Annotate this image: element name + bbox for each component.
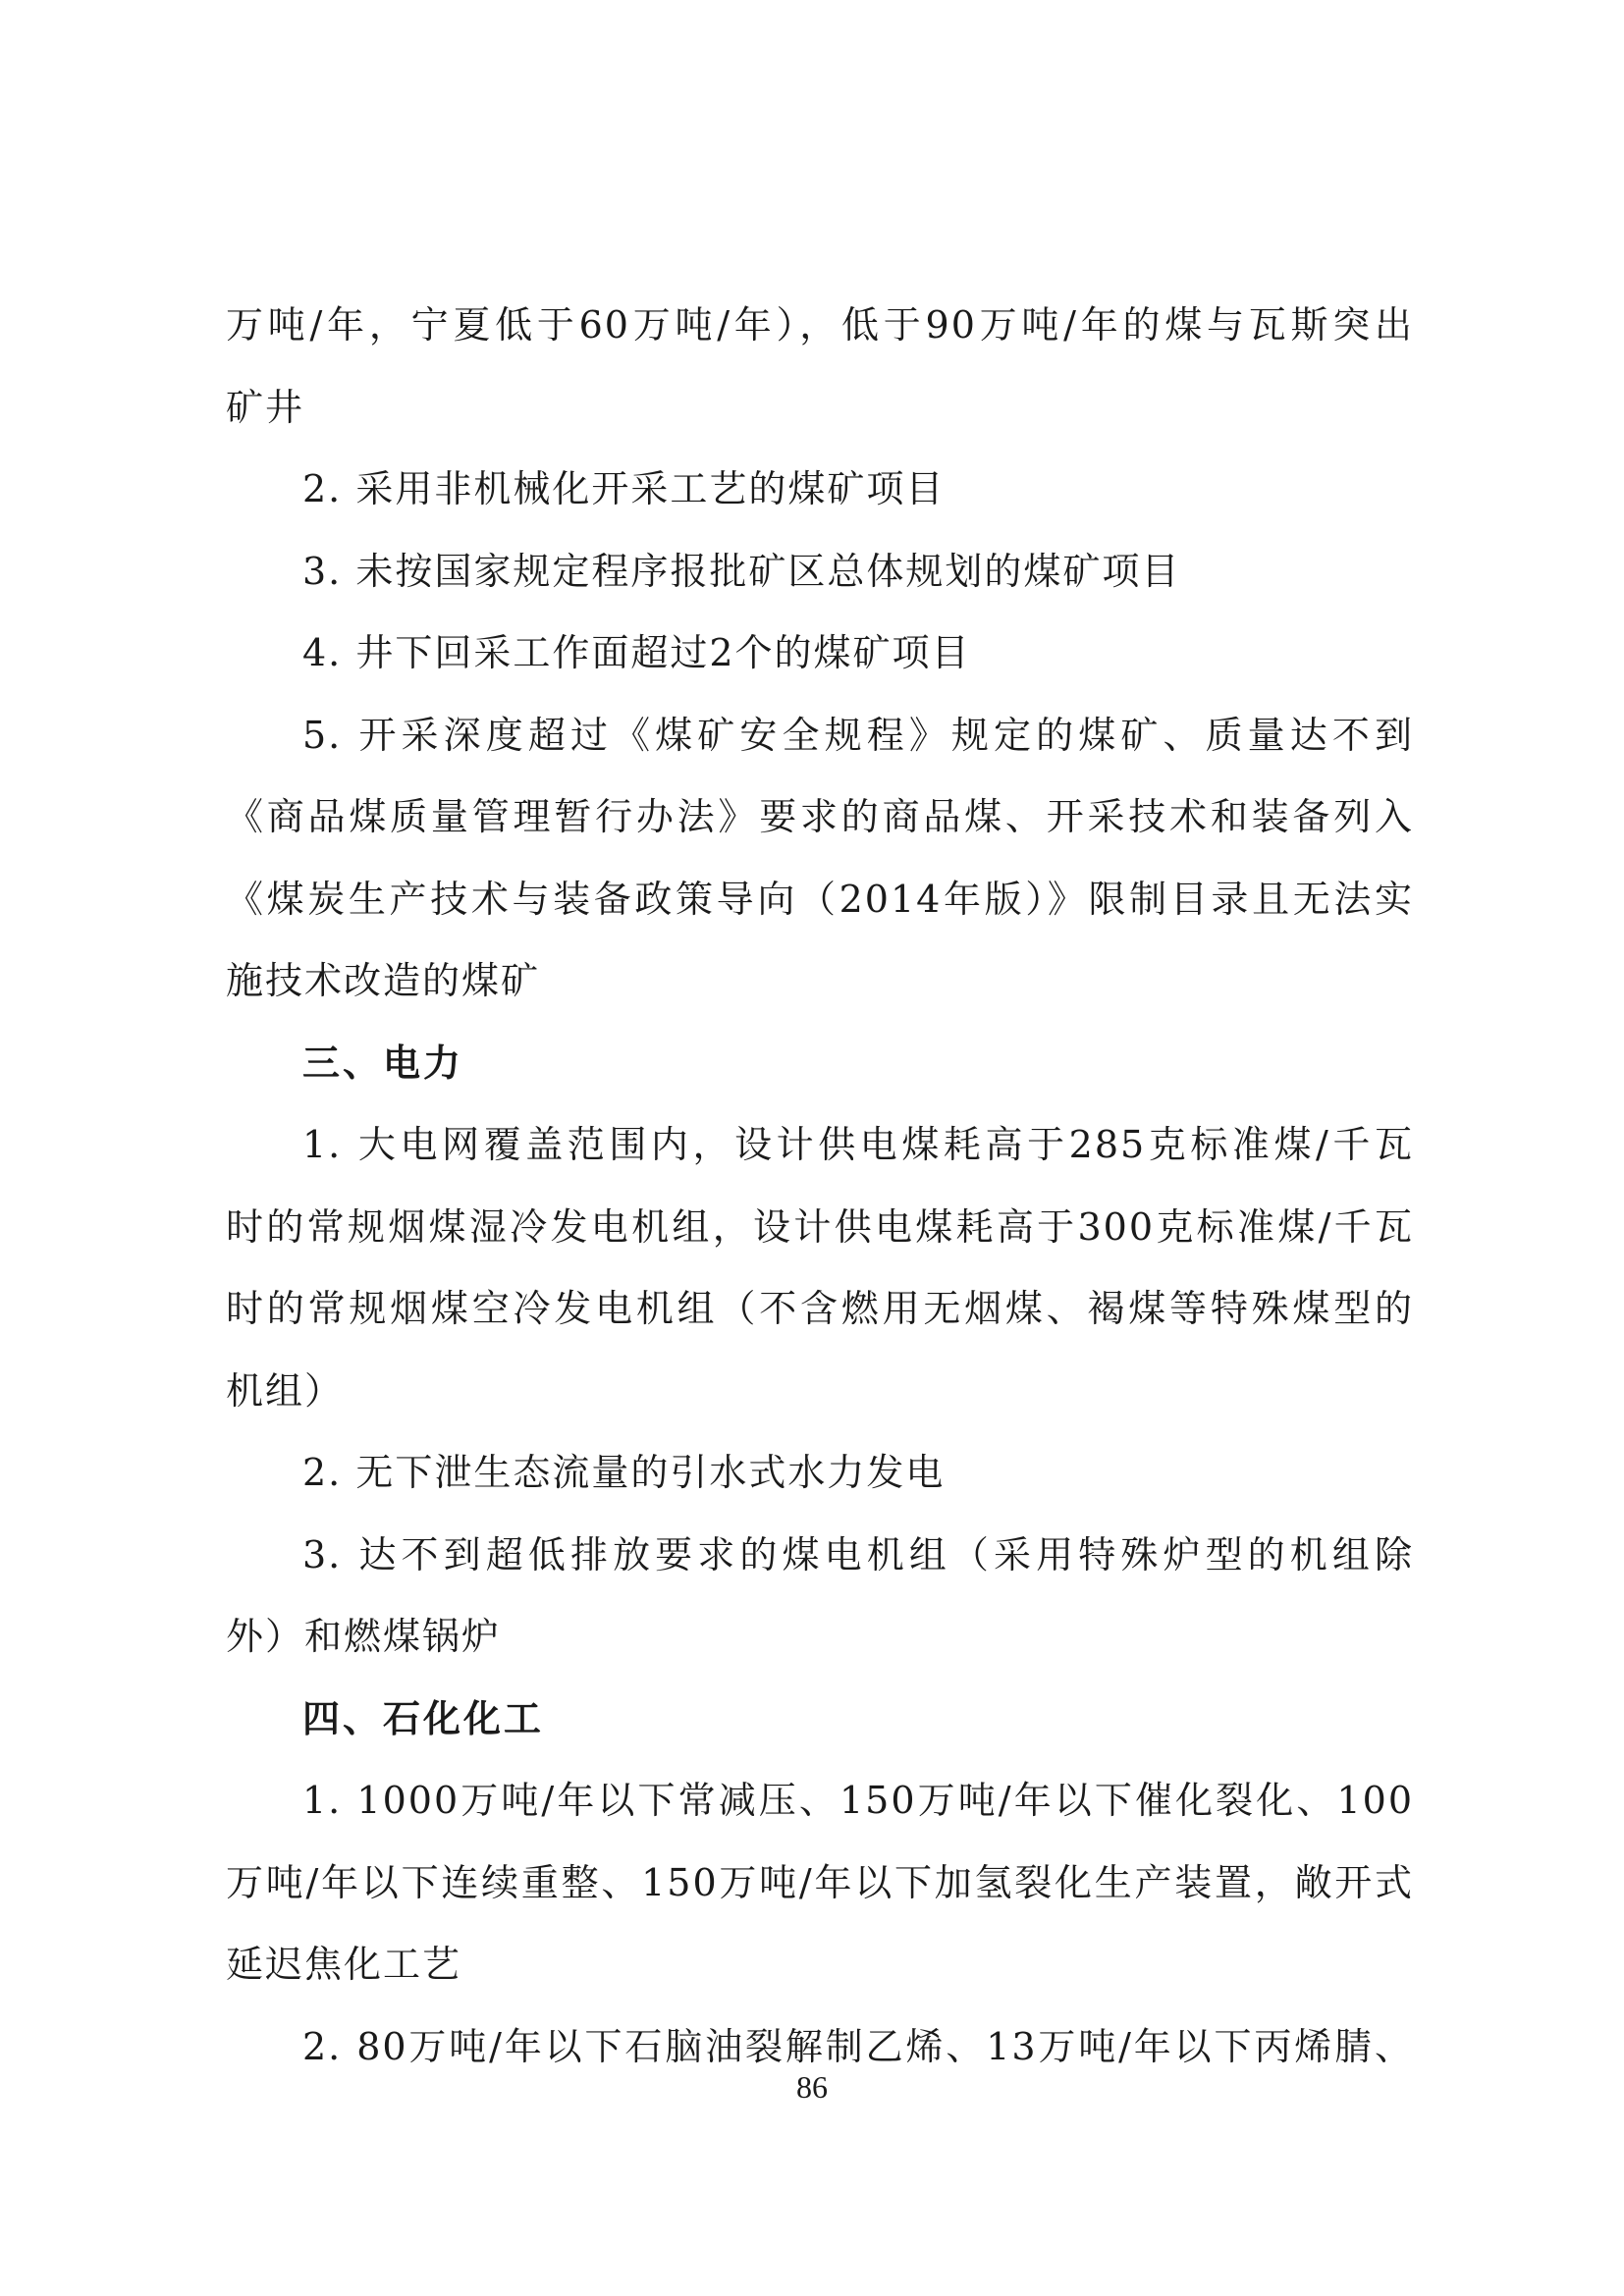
text-line: 时的常规烟煤空冷发电机组（不含燃用无烟煤、褐煤等特殊煤型的 xyxy=(226,1287,1414,1330)
text-line: 2. 采用非机械化开采工艺的煤矿项目 xyxy=(302,467,946,510)
text-line: 矿井 xyxy=(226,385,305,429)
text-line: 3. 达不到超低排放要求的煤电机组（采用特殊炉型的机组除 xyxy=(302,1532,1414,1576)
text-line: 《煤炭生产技术与装备政策导向（2014年版）》限制目录且无法实 xyxy=(226,877,1414,921)
text-line: 外）和燃煤锅炉 xyxy=(226,1615,502,1658)
page-number: 86 xyxy=(796,2069,828,2105)
text-line: 延迟焦化工艺 xyxy=(226,1943,462,1986)
text-line: 1. 1000万吨/年以下常减压、150万吨/年以下催化裂化、100 xyxy=(302,1779,1414,1822)
section-heading: 四、石化化工 xyxy=(302,1696,545,1740)
text-line: 2. 无下泄生态流量的引水式水力发电 xyxy=(302,1451,946,1494)
text-line: 施技术改造的煤矿 xyxy=(226,959,541,1002)
text-line: 1. 大电网覆盖范围内，设计供电煤耗高于285克标准煤/千瓦 xyxy=(302,1123,1414,1166)
text-line: 2. 80万吨/年以下石脑油裂解制乙烯、13万吨/年以下丙烯腈、 xyxy=(302,2024,1414,2068)
text-line: 3. 未按国家规定程序报批矿区总体规划的煤矿项目 xyxy=(302,549,1181,593)
text-line: 4. 井下回采工作面超过2个的煤矿项目 xyxy=(302,631,971,674)
text-line: 万吨/年，宁夏低于60万吨/年），低于90万吨/年的煤与瓦斯突出 xyxy=(226,303,1414,347)
text-line: 时的常规烟煤湿冷发电机组，设计供电煤耗高于300克标准煤/千瓦 xyxy=(226,1204,1414,1249)
text-line: 5. 开采深度超过《煤矿安全规程》规定的煤矿、质量达不到 xyxy=(302,713,1414,757)
page-body xyxy=(226,285,1414,2088)
text-line: 《商品煤质量管理暂行办法》要求的商品煤、开采技术和装备列入 xyxy=(226,795,1414,838)
section-heading: 三、电力 xyxy=(302,1041,464,1085)
text-line: 万吨/年以下连续重整、150万吨/年以下加氢裂化生产装置，敞开式 xyxy=(226,1860,1414,1904)
text-line: 机组） xyxy=(226,1368,345,1413)
